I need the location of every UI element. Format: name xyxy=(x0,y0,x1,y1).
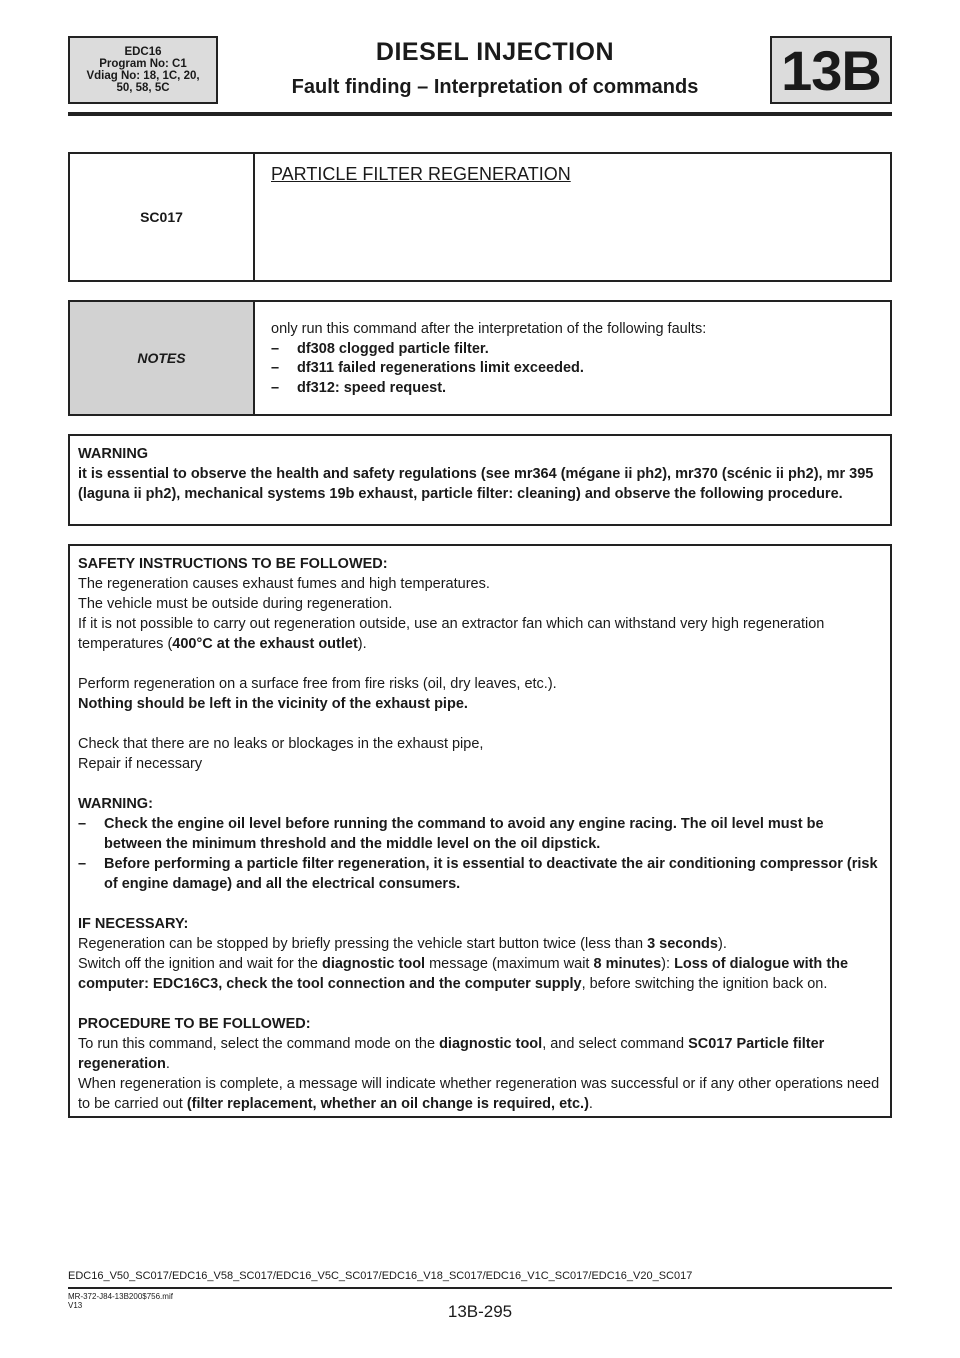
page-number: 13B-295 xyxy=(447,1302,513,1321)
notes-item: – df311 failed regenerations limit exceeded. xyxy=(271,360,584,376)
notes-body xyxy=(255,302,890,414)
command-title: PARTICLE FILTER REGENERATION xyxy=(271,164,571,184)
safety-line: If it is not possible to carry out regeneration outside, use an extractor fan which can withstand very high regeneration temperatures (400°C at the exhaust outlet). xyxy=(78,616,825,652)
safety-heading: SAFETY INSTRUCTIONS TO BE FOLLOWED: xyxy=(78,556,388,572)
procedure-para: To run this command, select the command mode on the diagnostic tool, and select command SC017 Particle filter regeneration. xyxy=(78,1036,825,1072)
notes-item: – df308 clogged particle filter. xyxy=(271,340,489,357)
footer-codes: EDC16_V50_SC017/EDC16_V58_SC017/EDC16_V5C_SC017/EDC16_V18_SC017/EDC16_V1C_SC017/EDC16_V20_SC017 xyxy=(68,1270,693,1282)
safety-line: Nothing should be left in the vicinity of the exhaust pipe. xyxy=(78,696,468,712)
warning-text: it is essential to observe the health and safety regulations (see mr364 (mégane ii ph2), mr370 (scénic ii ph2), mr 395 (laguna ii ph2), mechanical systems 19b exhaust, particle filter: cleaning) and observe the following procedure. xyxy=(78,466,874,502)
header-divider xyxy=(68,112,892,116)
section-code: 13B xyxy=(770,36,892,104)
footer-reference: MR-372-J84-13B200$756.mif V13 xyxy=(68,1292,173,1310)
warning2-heading: WARNING: xyxy=(78,796,153,812)
page-subtitle: Fault finding – Interpretation of commands xyxy=(291,76,699,98)
safety-line: Check that there are no leaks or blockages in the exhaust pipe, xyxy=(78,736,484,752)
warning-heading: WARNING xyxy=(78,446,149,462)
command-code: SC017 xyxy=(70,154,255,280)
procedure-para: When regeneration is complete, a message will indicate whether regeneration was successful or if any other operations need to be carried out (filter replacement, whether an oil change is required, etc.). xyxy=(78,1076,880,1112)
procedure-heading: PROCEDURE TO BE FOLLOWED: xyxy=(78,1016,311,1032)
edc-line: 50, 58, 5C xyxy=(116,82,170,94)
warning-box xyxy=(68,434,892,526)
page-title: DIESEL INJECTION xyxy=(375,38,615,66)
notes-label: NOTES xyxy=(70,302,255,414)
if-necessary-para: Switch off the ignition and wait for the diagnostic tool message (maximum wait 8 minutes): Loss of dialogue with the computer: EDC16C3, check the tool connection and the computer supply, before switching the ignition back on. xyxy=(78,956,849,992)
safety-line: Repair if necessary xyxy=(78,756,203,772)
notes-intro: only run this command after the interpretation of the following faults: xyxy=(271,321,707,337)
footer-divider xyxy=(68,1287,892,1289)
safety-line: Perform regeneration on a surface free from fire risks (oil, dry leaves, etc.). xyxy=(78,676,557,692)
notes-item: – df312: speed request. xyxy=(271,379,447,396)
safety-line: The regeneration causes exhaust fumes and high temperatures. xyxy=(78,576,490,592)
command-box xyxy=(68,152,892,282)
edc-line: Vdiag No: 18, 1C, 20, xyxy=(86,70,200,82)
edc-info-box xyxy=(68,36,218,104)
safety-line: The vehicle must be outside during regeneration. xyxy=(78,596,393,612)
if-necessary-heading: IF NECESSARY: xyxy=(78,916,189,932)
edc-line: Program No: C1 xyxy=(99,58,187,70)
edc-line: EDC16 xyxy=(124,46,162,58)
warning2-item: – Check the engine oil level before running the command to avoid any engine racing. The oil level must be between the minimum threshold and the middle level on the oil dipstick. xyxy=(78,816,824,852)
notes-box xyxy=(68,300,892,416)
instructions-box xyxy=(68,544,892,1118)
warning2-item: – Before performing a particle filter regeneration, it is essential to deactivate the air conditioning compressor (risk of engine damage) and all the electrical consumers. xyxy=(78,856,878,892)
if-necessary-para: Regeneration can be stopped by briefly pressing the vehicle start button twice (less than 3 seconds). xyxy=(78,936,727,952)
